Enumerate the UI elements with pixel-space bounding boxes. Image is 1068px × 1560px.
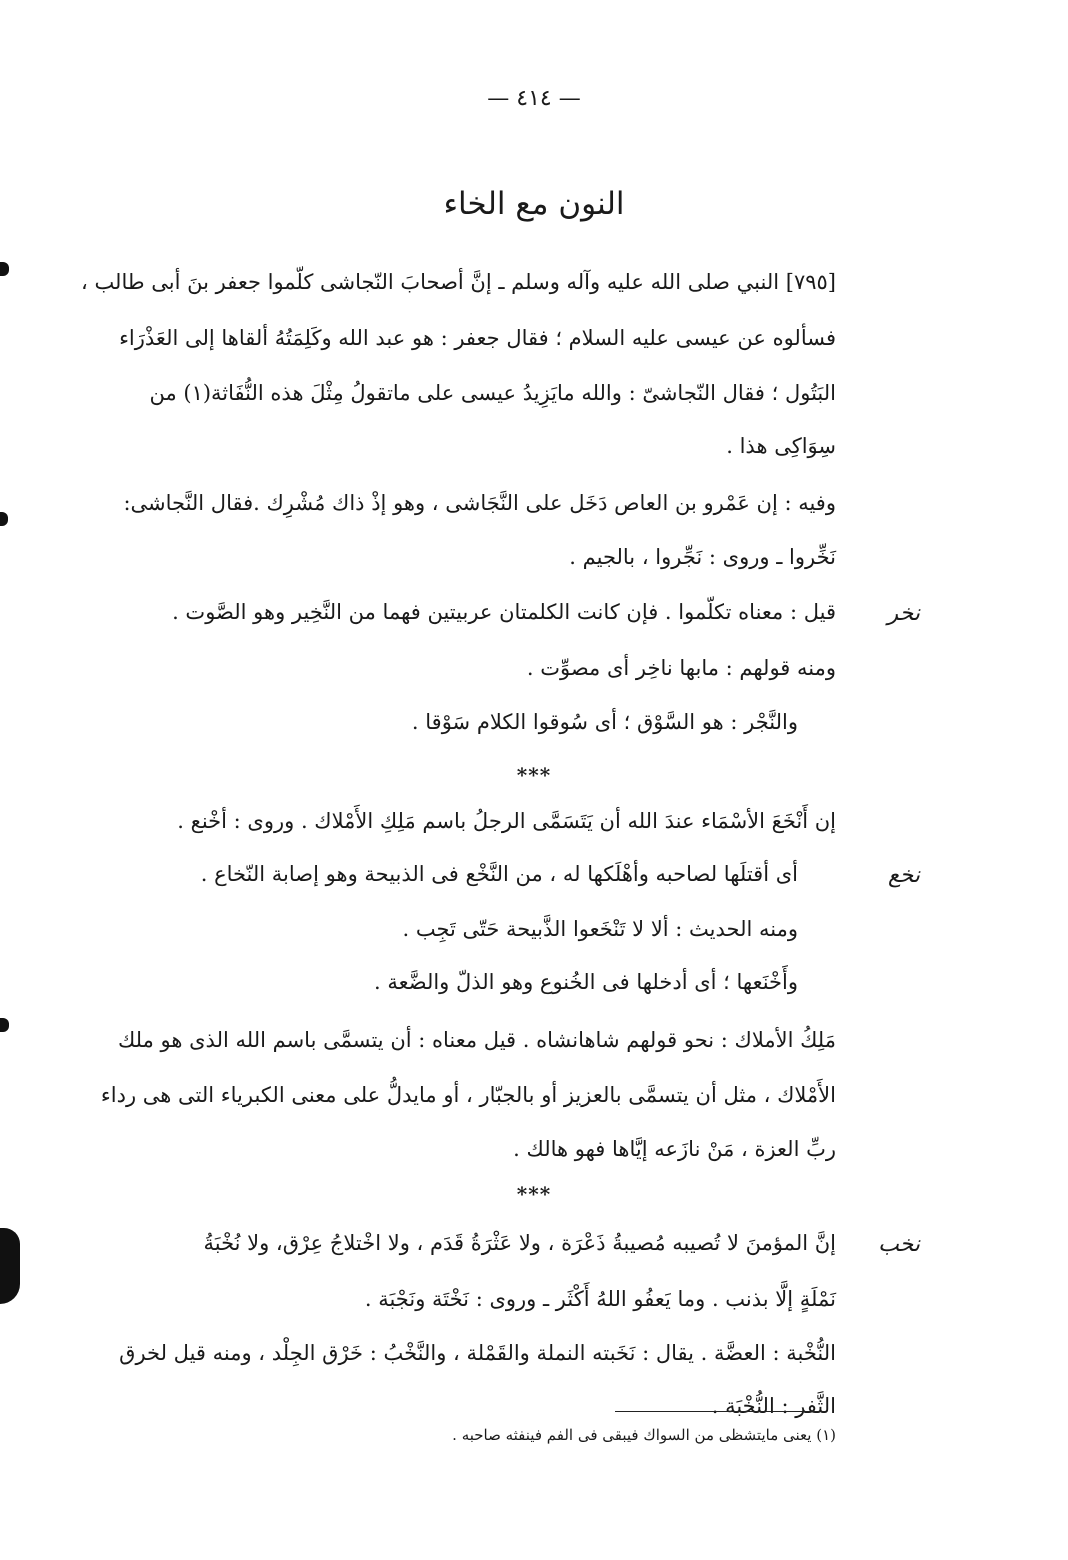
text-line: نَخِّروا ـ وروى : نَجِّروا ، بالجيم . [569, 545, 836, 569]
text-line: فسألوه عن عيسى عليه السلام ؛ فقال جعفر : هو عبد الله وكَلِمَتُهُ ألقاها إلى العَذْرَاء [119, 326, 836, 350]
scan-mark [0, 1018, 9, 1032]
text-line: نَمْلَةٍ إلَّا بذنب . وما يَعفُو اللهُ أَكْثَر ـ وروى : نَخْتَة ونَجْبَة . [364, 1287, 836, 1311]
text-line: ومنه الحديث : ألا لا تَنْخَعوا الذَّبيحة حَتّى تَجِب . [402, 917, 798, 941]
text-line: ومنه قولهم : مابها ناخِر أى مصوِّت . [526, 656, 836, 680]
text-line: إنَّ المؤمنَ لا تُصيبه مُصيبةُ ذَعْرَة ، ولا عَثْرَةُ قَدَم ، ولا اخْتلاجُ عِرْق، ولا نُخْبَةُ [203, 1231, 836, 1255]
text-line: قيل : معناه تكلّموا . فإن كانت الكلمتان عربيتين فهما من النَّخِير وهو الصَّوت . [172, 600, 836, 624]
separator: *** [516, 763, 552, 787]
text-line: الأَمْلاك ، مثل أن يتسمَّى بالعزيز أو بالجبّار ، أو مايدلُّ على معنى الكبرياء التى هى رداء [100, 1083, 836, 1107]
text-line: وفيه : إن عَمْرو بن العاص دَخَل على النَّجَاشى ، وهو إذْ ذاك مُشْرِك .فقال النَّجاشى: [123, 491, 836, 515]
scan-mark [0, 262, 9, 276]
footnote: (١) يعنى مايتشظى من السواك فيبقى فى الفم فينفثه صاحبه . [452, 1426, 836, 1444]
text-line: [٧٩٥] النبي صلى الله عليه وآله وسلم ـ إنَّ أصحابَ النّجاشى كلّموا جعفر بنَ أبى طالب ، [80, 270, 836, 294]
text-line: وأَخْنَعها ؛ أى أدخلها فى الخُنوع وهو الذلّ والضَّعة . [374, 970, 798, 994]
text-line: سِوَاكِى هذا . [726, 434, 836, 458]
text-line: أى أقتلَها لصاحبه وأهْلَكها له ، من النَّخْع فى الذبيحة وهو إصابة النّخاع . [200, 862, 798, 886]
text-line: ربِّ العزة ، مَنْ نازَعه إيَّاها فهو هالك . [513, 1137, 836, 1161]
margin-keyword: نخب [878, 1232, 920, 1257]
scan-mark [0, 1228, 20, 1304]
margin-keyword: نخر [887, 601, 920, 626]
text-line: البَتُول ؛ فقال النّجاشىّ : والله مايَزِيدُ عيسى على ماتقولُ مِثْلَ هذه النُّفَاثة(١) من [149, 381, 836, 405]
text-line: مَلِكُ الأملاك : نحو قولهم شاهانشاه . قيل معناه : أن يتسمَّى باسم الله الذى هو ملك [117, 1028, 836, 1052]
margin-keyword: نخع [887, 863, 920, 888]
separator: *** [516, 1182, 552, 1206]
text-line: والنَّجْر : هو السَّوْق ؛ أى سُوقوا الكلام سَوْقا . [411, 710, 798, 734]
text-line: إن أَنْخَعَ الأسْمَاء عندَ الله أن يَتَسَمَّى الرجلُ باسم مَلِكِ الأَمْلاك . وروى : أخْنع . [177, 809, 836, 833]
text-line: النُّخْبة : العضَّة . يقال : نَخَبته النملة والقَمْلة ، والنَّخْبُ : خَرْق الجِلْد ، ومنه قيل لخرق [119, 1341, 836, 1365]
footnote-rule [615, 1411, 825, 1412]
page-number: — ٤١٤ — [487, 86, 581, 111]
scan-mark [0, 512, 8, 526]
section-title: النون مع الخاء [443, 186, 625, 222]
text-line: الثَّفر : النُّخْبَة . [711, 1394, 836, 1418]
